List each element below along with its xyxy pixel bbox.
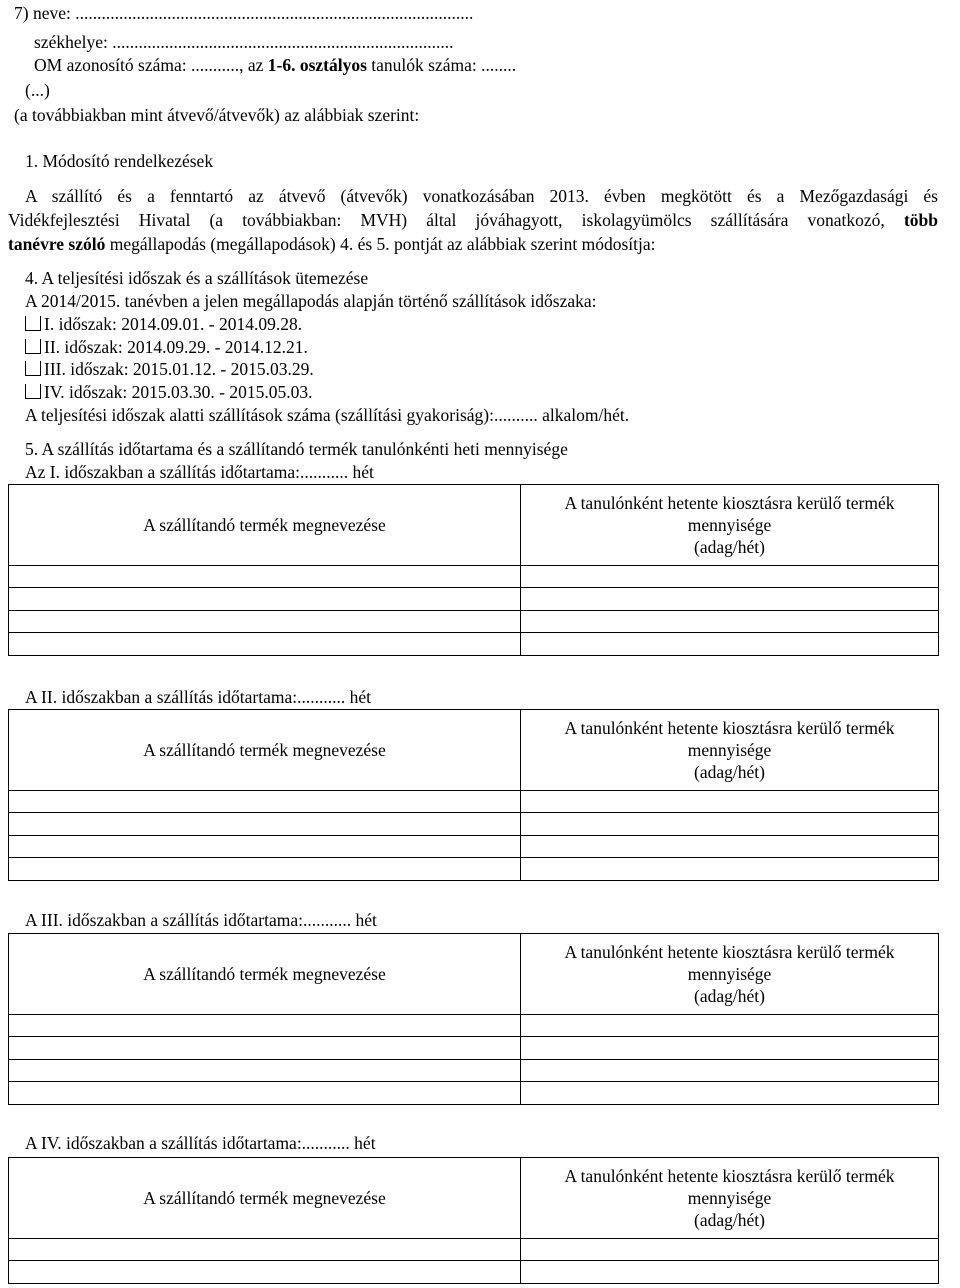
om-id-line xyxy=(34,54,516,76)
product-cell[interactable] xyxy=(9,566,521,588)
table-row xyxy=(9,588,939,611)
quantity-header xyxy=(521,710,939,791)
table-row xyxy=(9,611,939,633)
quantity-header-line-1: A tanulónként hetente kiosztásra kerülő termék xyxy=(564,718,895,738)
recipient-note: (a továbbiakban mint átvevő/átvevők) az alábbiak szerint: xyxy=(14,105,420,125)
quantity-header-line-1: A tanulónként hetente kiosztásra kerülő termék xyxy=(564,1166,895,1186)
quantity-header-line-2: mennyisége xyxy=(687,1188,772,1208)
quantity-cell[interactable] xyxy=(521,836,939,858)
product-cell[interactable] xyxy=(9,1060,521,1082)
quantity-cell[interactable] xyxy=(521,588,939,611)
period-label: II. időszak: 2014.09.29. - 2014.12.21. xyxy=(44,337,308,357)
period-item xyxy=(25,336,308,358)
product-cell[interactable] xyxy=(9,1261,521,1284)
product-table-period-1 xyxy=(8,484,939,656)
period-checkbox[interactable] xyxy=(25,384,41,399)
period-checkbox[interactable] xyxy=(25,361,41,376)
quantity-cell[interactable] xyxy=(521,1261,939,1284)
product-table-period-3 xyxy=(8,933,939,1105)
product-cell[interactable] xyxy=(9,1239,521,1261)
table-row xyxy=(9,836,939,858)
table-row xyxy=(9,1015,939,1037)
quantity-cell[interactable] xyxy=(521,1239,939,1261)
quantity-cell[interactable] xyxy=(521,1082,939,1105)
quantity-cell[interactable] xyxy=(521,611,939,633)
period-4-duration: A IV. időszakban a szállítás időtartama:........... hét xyxy=(25,1133,376,1153)
period-checkbox[interactable] xyxy=(25,316,41,331)
quantity-header-line-2: mennyisége xyxy=(687,740,772,760)
quantity-header-line-2: mennyisége xyxy=(687,515,772,535)
table-row xyxy=(9,633,939,656)
period-item xyxy=(25,358,314,380)
quantity-cell[interactable] xyxy=(521,813,939,836)
para-line-2-normal: Vidékfejlesztési Hivatal (a továbbiakban: MVH) által jóváhagyott, iskolagyümölcs szállítására vonatkozó, xyxy=(8,210,885,230)
quantity-header xyxy=(521,1158,939,1239)
table-row xyxy=(9,1082,939,1105)
quantity-cell[interactable] xyxy=(521,1060,939,1082)
grade-range: 1-6. osztályos xyxy=(267,55,367,75)
recipient-name-line: 7) neve: ........................................................................................... xyxy=(14,3,474,23)
student-count-label: tanulók száma: ........ xyxy=(366,55,517,75)
period-2-duration: A II. időszakban a szállítás időtartama:........... hét xyxy=(25,687,372,707)
section-4-intro: A 2014/2015. tanévben a jelen megállapodás alapján történő szállítások időszaka: xyxy=(25,291,597,311)
product-cell[interactable] xyxy=(9,1037,521,1060)
table-row xyxy=(9,1037,939,1060)
period-label: IV. időszak: 2015.03.30. - 2015.05.03. xyxy=(44,382,313,402)
quantity-cell[interactable] xyxy=(521,791,939,813)
section-1-paragraph-line-3 xyxy=(8,233,656,255)
recipient-seat-line: székhelye: .............................................................................. xyxy=(34,32,454,52)
quantity-cell[interactable] xyxy=(521,633,939,656)
para-line-3-normal: megállapodás (megállapodások) 4. és 5. pontját az alábbiak szerint módosítja: xyxy=(105,234,656,254)
period-3-duration: A III. időszakban a szállítás időtartama:........... hét xyxy=(25,910,377,930)
quantity-header-line-3: (adag/hét) xyxy=(694,986,765,1006)
para-line-2-bold: több xyxy=(903,210,938,230)
table-row xyxy=(9,858,939,881)
product-table-period-4 xyxy=(8,1157,939,1284)
quantity-header-line-1: A tanulónként hetente kiosztásra kerülő termék xyxy=(564,493,895,513)
quantity-cell[interactable] xyxy=(521,858,939,881)
product-cell[interactable] xyxy=(9,1015,521,1037)
product-cell[interactable] xyxy=(9,813,521,836)
para-line-1-text: A szállító és a fenntartó az átvevő (átvevők) vonatkozásában 2013. évben megkötött és a Mezőgazdasági és xyxy=(25,186,938,206)
ellipsis-line: (...) xyxy=(25,80,50,100)
section-1-heading: 1. Módosító rendelkezések xyxy=(25,151,214,171)
quantity-header-line-3: (adag/hét) xyxy=(694,1210,765,1230)
period-checkbox[interactable] xyxy=(25,339,41,354)
period-item xyxy=(25,381,312,403)
product-name-header: A szállítandó termék megnevezése xyxy=(9,1158,521,1239)
delivery-frequency: A teljesítési időszak alatti szállítások száma (szállítási gyakoriság):.......... alkalom/hét. xyxy=(25,405,630,425)
quantity-header xyxy=(521,485,939,566)
quantity-header-line-1: A tanulónként hetente kiosztásra kerülő termék xyxy=(564,942,895,962)
product-cell[interactable] xyxy=(9,836,521,858)
table-row xyxy=(9,1060,939,1082)
table-row xyxy=(9,566,939,588)
om-id-prefix: OM azonosító száma: ..........., az xyxy=(34,55,268,75)
quantity-header-line-2: mennyisége xyxy=(687,964,772,984)
product-cell[interactable] xyxy=(9,791,521,813)
table-row xyxy=(9,1239,939,1261)
quantity-header-line-3: (adag/hét) xyxy=(694,537,765,557)
quantity-header-line-3: (adag/hét) xyxy=(694,762,765,782)
product-cell[interactable] xyxy=(9,1082,521,1105)
period-label: III. időszak: 2015.01.12. - 2015.03.29. xyxy=(44,359,314,379)
section-1-paragraph-line-1 xyxy=(25,185,938,207)
product-cell[interactable] xyxy=(9,588,521,611)
table-row xyxy=(9,813,939,836)
table-row xyxy=(9,791,939,813)
table-row xyxy=(9,1261,939,1284)
quantity-cell[interactable] xyxy=(521,566,939,588)
period-item xyxy=(25,313,302,335)
period-label: I. időszak: 2014.09.01. - 2014.09.28. xyxy=(44,314,303,334)
section-4-heading: 4. A teljesítési időszak és a szállítások ütemezése xyxy=(25,268,369,288)
product-table-period-2 xyxy=(8,709,939,881)
product-cell[interactable] xyxy=(9,858,521,881)
para-line-3-bold: tanévre szóló xyxy=(8,234,106,254)
quantity-header xyxy=(521,934,939,1015)
quantity-cell[interactable] xyxy=(521,1037,939,1060)
product-name-header: A szállítandó termék megnevezése xyxy=(9,934,521,1015)
para-line-2-text xyxy=(8,209,938,231)
period-1-duration: Az I. időszakban a szállítás időtartama:........... hét xyxy=(25,462,374,482)
section-5-heading: 5. A szállítás időtartama és a szállítandó termék tanulónkénti heti mennyisége xyxy=(25,439,568,459)
section-1-paragraph-line-2 xyxy=(8,209,938,231)
product-name-header: A szállítandó termék megnevezése xyxy=(9,485,521,566)
product-cell[interactable] xyxy=(9,633,521,656)
quantity-cell[interactable] xyxy=(521,1015,939,1037)
product-name-header: A szállítandó termék megnevezése xyxy=(9,710,521,791)
product-cell[interactable] xyxy=(9,611,521,633)
